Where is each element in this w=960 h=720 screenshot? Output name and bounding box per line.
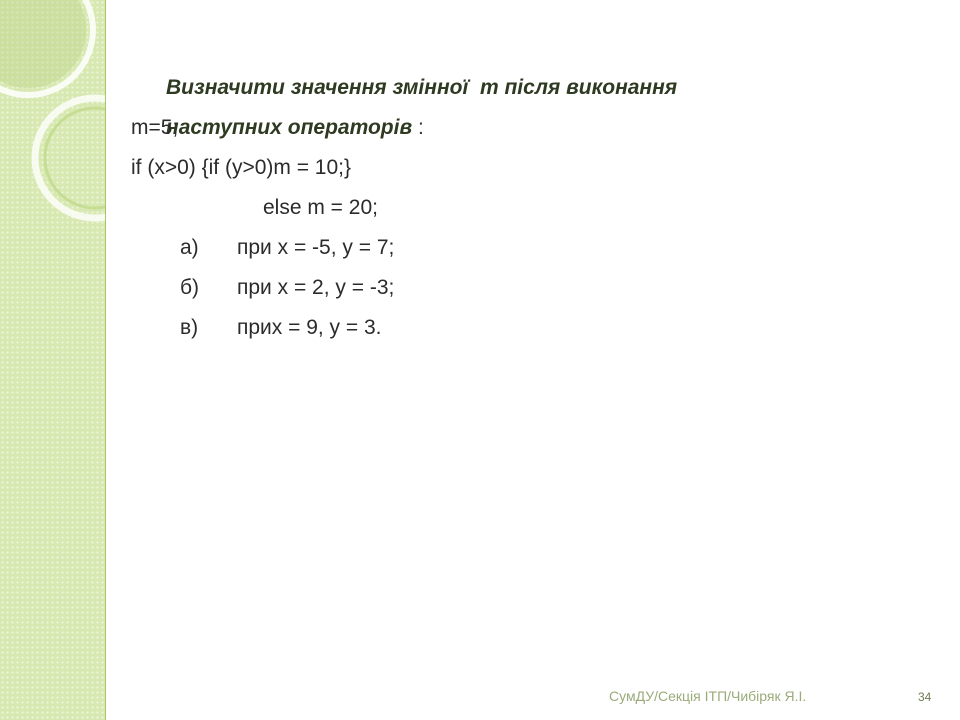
slide-content (131, 28, 911, 348)
task-heading-line-1 (131, 28, 911, 99)
code-line-1: m=5; (131, 116, 179, 139)
option-a (131, 228, 911, 268)
option-text: при x = 2, y = -3; (237, 276, 395, 299)
option-marker: а) (180, 236, 199, 259)
decorative-circles (0, 0, 105, 720)
option-c (131, 308, 911, 348)
page-number: 34 (918, 690, 932, 704)
option-b (131, 268, 911, 308)
option-text: прих = 9, y = 3. (237, 316, 382, 339)
task-heading-text: Визначити значення змінної m після виконання (166, 76, 678, 99)
task-heading-text-2: наступних операторів (166, 116, 413, 139)
task-heading-colon: : (412, 116, 424, 139)
decorative-side-panel (0, 0, 106, 720)
option-marker: в) (180, 316, 199, 339)
code-line-2: if (x>0) {if (y>0)m = 10;} (131, 156, 352, 179)
code-line-3: else m = 20; (263, 196, 378, 219)
footer-author: СумДУ/Секція ІТП/Чибіряк Я.І. (609, 688, 807, 704)
option-text: при x = -5, y = 7; (237, 236, 395, 259)
option-marker: б) (180, 276, 200, 299)
